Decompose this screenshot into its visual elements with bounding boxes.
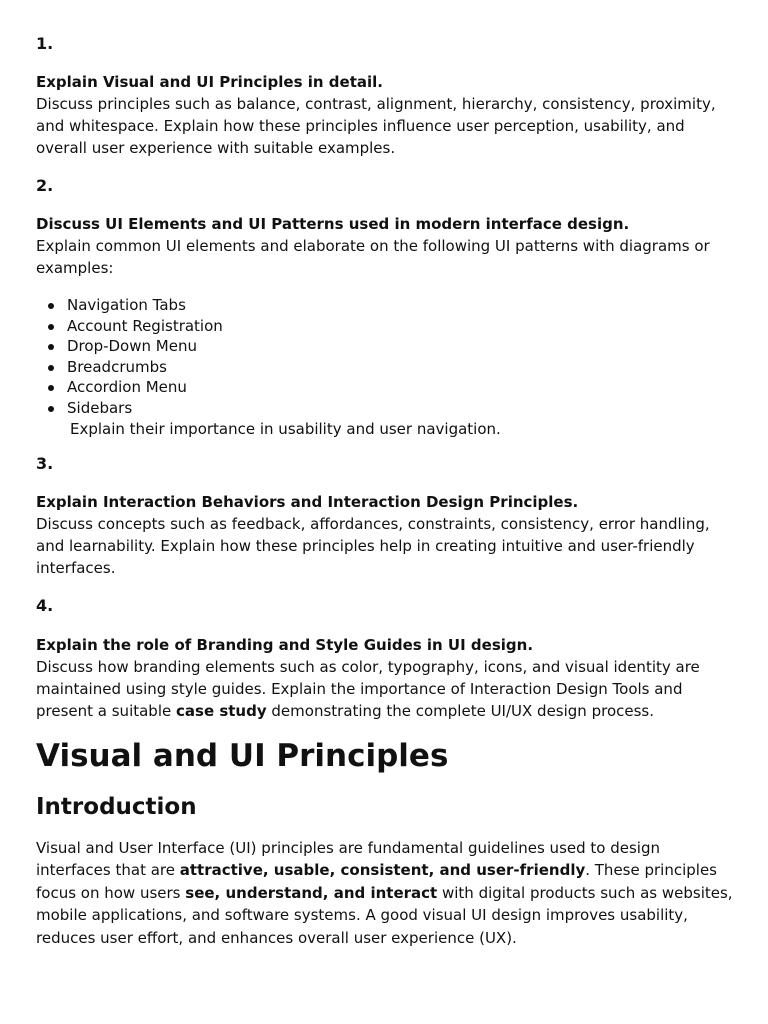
question-1-body: Discuss principles such as balance, contrast, alignment, hierarchy, consistency, proximity, and whitespace. Explain how these principles influence user perception, usability, and overall user experience with suitable examples. [36, 95, 716, 157]
list-item: Breadcrumbs [36, 357, 736, 378]
question-3-body: Discuss concepts such as feedback, affordances, constraints, consistency, error handling, and learnability. Explain how these principles help in creating intuitive and user-friendly interfaces. [36, 515, 710, 577]
question-2 [36, 213, 736, 279]
question-1-title: Explain Visual and UI Principles in detail. [36, 73, 383, 91]
list-item: Sidebars [36, 398, 736, 419]
list-item: Drop-Down Menu [36, 336, 736, 357]
section-title: Visual and UI Principles [36, 738, 449, 774]
question-3-title: Explain Interaction Behaviors and Interaction Design Principles. [36, 493, 579, 511]
question-4-body [36, 656, 736, 722]
question-2-body: Explain common UI elements and elaborate on the following UI patterns with diagrams or examples: [36, 237, 710, 277]
list-item: Account Registration [36, 316, 736, 337]
question-4-title: Explain the role of Branding and Style Guides in UI design. [36, 636, 534, 654]
question-4-number: 4. [36, 596, 54, 615]
subsection-title: Introduction [36, 794, 197, 820]
intro-text: with digital products such as websites, mobile applications, and software systems. A good visual UI design improves usability, reduces user effort, and enhances overall user experience (UX). [36, 883, 733, 947]
question-2-number: 2. [36, 176, 54, 195]
intro-bold-text: see, understand, and interact [185, 883, 438, 902]
question-4-body-text: Discuss how branding elements such as color, typography, icons, and visual identity are maintained using style guides. Explain the importance of Interaction Design Tools and present a suitable [36, 658, 700, 720]
question-4-body-text-end: demonstrating the complete UI/UX design process. [266, 702, 654, 720]
intro-text: Visual and User Interface (UI) principles are fundamental guidelines used to design interfaces that are [36, 839, 660, 880]
question-1 [36, 71, 736, 159]
intro-text: . These principles focus on how users [36, 861, 717, 902]
question-1-number: 1. [36, 34, 54, 53]
intro-bold-text: attractive, usable, consistent, and user-friendly [179, 861, 586, 880]
question-4 [36, 634, 736, 722]
ui-patterns-list [36, 295, 736, 418]
question-4-body-bold: case study [176, 702, 267, 720]
question-2-closing: Explain their importance in usability and user navigation. [70, 420, 501, 438]
list-item: Accordion Menu [36, 377, 736, 398]
question-2-title: Discuss UI Elements and UI Patterns used in modern interface design. [36, 215, 630, 233]
list-item: Navigation Tabs [36, 295, 736, 316]
question-3 [36, 491, 736, 579]
question-3-number: 3. [36, 454, 54, 473]
intro-paragraph [36, 837, 736, 949]
